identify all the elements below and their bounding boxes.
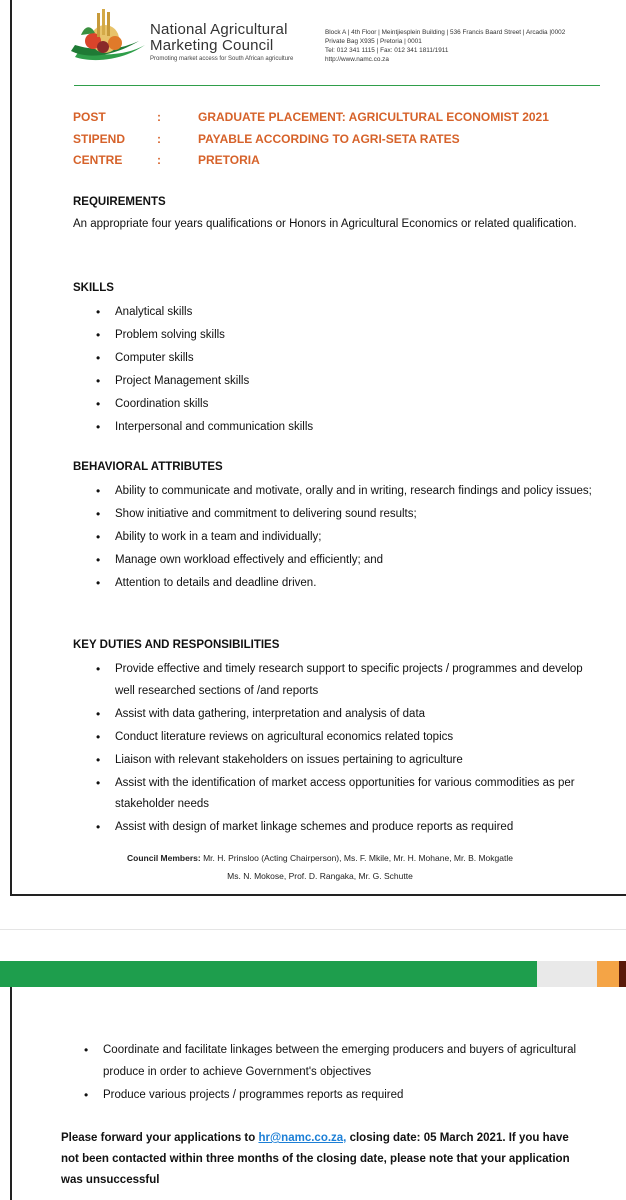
- list-item: • Analytical skills: [96, 302, 596, 324]
- contact-phone: Tel: 012 341 1115 | Fax: 012 341 1811/1911: [325, 47, 449, 54]
- council-label: Council Members:: [127, 853, 201, 863]
- requirements-heading: REQUIREMENTS: [73, 196, 166, 208]
- list-item: • Problem solving skills: [96, 325, 596, 347]
- header-divider: [74, 85, 600, 86]
- stipend-label: STIPEND: [73, 131, 126, 146]
- skills-list: [96, 302, 596, 440]
- list-item: • Manage own workload effectively and efficiently; and: [96, 550, 596, 572]
- list-item: • Attention to details and deadline driven.: [96, 573, 596, 595]
- post-label: POST: [73, 110, 106, 124]
- list-item: • Produce various projects / programmes reports as required: [84, 1085, 584, 1107]
- organization-name: [150, 22, 288, 54]
- closing-instructions: [61, 1128, 585, 1191]
- council-names-1: Mr. H. Prinsloo (Acting Chairperson), Ms. F. Mkile, Mr. H. Mohane, Mr. B. Mokgatle: [203, 853, 513, 863]
- duties-list: [96, 659, 596, 840]
- document-page-1: [10, 0, 626, 896]
- contact-website: http://www.namc.co.za: [325, 56, 389, 63]
- org-name-line2: Marketing Council: [150, 37, 274, 54]
- tagline: Promoting market access for South African agriculture: [150, 56, 294, 62]
- skills-heading: SKILLS: [73, 282, 114, 294]
- behavioral-heading: BEHAVIORAL ATTRIBUTES: [73, 461, 223, 473]
- stipend-colon: :: [157, 131, 161, 146]
- list-item: • Assist with data gathering, interpretation and analysis of data: [96, 704, 596, 726]
- behavioral-list: [96, 481, 596, 596]
- list-item: • Coordination skills: [96, 394, 596, 416]
- page-gap: [0, 898, 626, 930]
- list-item: • Ability to work in a team and individually;: [96, 527, 596, 549]
- requirements-text: An appropriate four years qualifications or Honors in Agricultural Economics or related qualification.: [73, 218, 577, 230]
- post-value: GRADUATE PLACEMENT: AGRICULTURAL ECONOMIST 2021: [198, 110, 549, 124]
- post-colon: :: [157, 110, 161, 124]
- centre-label: CENTRE: [73, 153, 123, 167]
- council-members: [12, 849, 626, 885]
- closing-text-after: closing date: 05 March 2021. If you have not been contacted within three months of the closing date, please note that your application was unsuccessful: [61, 1132, 570, 1186]
- org-name-line1: National Agricultural: [150, 21, 288, 38]
- contact-address: Block A | 4th Floor | Meintjiesplein Building | 536 Francis Baard Street | Arcadia |0002: [325, 29, 566, 36]
- closing-text-before: Please forward your applications to: [61, 1132, 259, 1144]
- centre-colon: :: [157, 153, 161, 167]
- namc-logo: [67, 5, 147, 67]
- list-item: • Conduct literature reviews on agricultural economics related topics: [96, 727, 596, 749]
- hr-email-link[interactable]: hr@namc.co.za,: [258, 1132, 347, 1144]
- duties-heading: KEY DUTIES AND RESPONSIBILITIES: [73, 639, 280, 651]
- document-page-2: [0, 930, 626, 1200]
- list-item: • Coordinate and facilitate linkages between the emerging producers and buyers of agricultural produce in order to achieve Government's objectives: [84, 1040, 584, 1083]
- contact-info: [325, 28, 565, 64]
- brand-bar-green: [0, 961, 537, 987]
- list-item: • Interpersonal and communication skills: [96, 417, 596, 439]
- council-names-2: Ms. N. Mokose, Prof. D. Rangaka, Mr. G. Schutte: [227, 871, 413, 881]
- list-item: • Liaison with relevant stakeholders on issues pertaining to agriculture: [96, 750, 596, 772]
- list-item: • Ability to communicate and motivate, orally and in writing, research findings and policy issues;: [96, 481, 596, 503]
- list-item: • Assist with design of market linkage schemes and produce reports as required: [96, 817, 596, 839]
- list-item: • Show initiative and commitment to delivering sound results;: [96, 504, 596, 526]
- list-item: • Computer skills: [96, 348, 596, 370]
- centre-value: PRETORIA: [198, 153, 260, 167]
- brand-bar-orange: [597, 961, 619, 987]
- list-item: • Project Management skills: [96, 371, 596, 393]
- page-border: [10, 987, 12, 1200]
- list-item: • Provide effective and timely research support to specific projects / programmes and develop well researched sections of /and reports: [96, 659, 596, 702]
- contact-postal: Private Bag X935 | Pretoria | 0001: [325, 38, 422, 45]
- council-line1: [12, 849, 626, 867]
- brand-bar-light: [537, 961, 597, 987]
- duties-list-continued: [84, 1040, 584, 1108]
- stipend-value: PAYABLE ACCORDING TO AGRI-SETA RATES: [198, 131, 460, 146]
- list-item: • Assist with the identification of market access opportunities for various commodities as per stakeholder needs: [96, 773, 596, 816]
- brand-bar-dark: [619, 961, 626, 987]
